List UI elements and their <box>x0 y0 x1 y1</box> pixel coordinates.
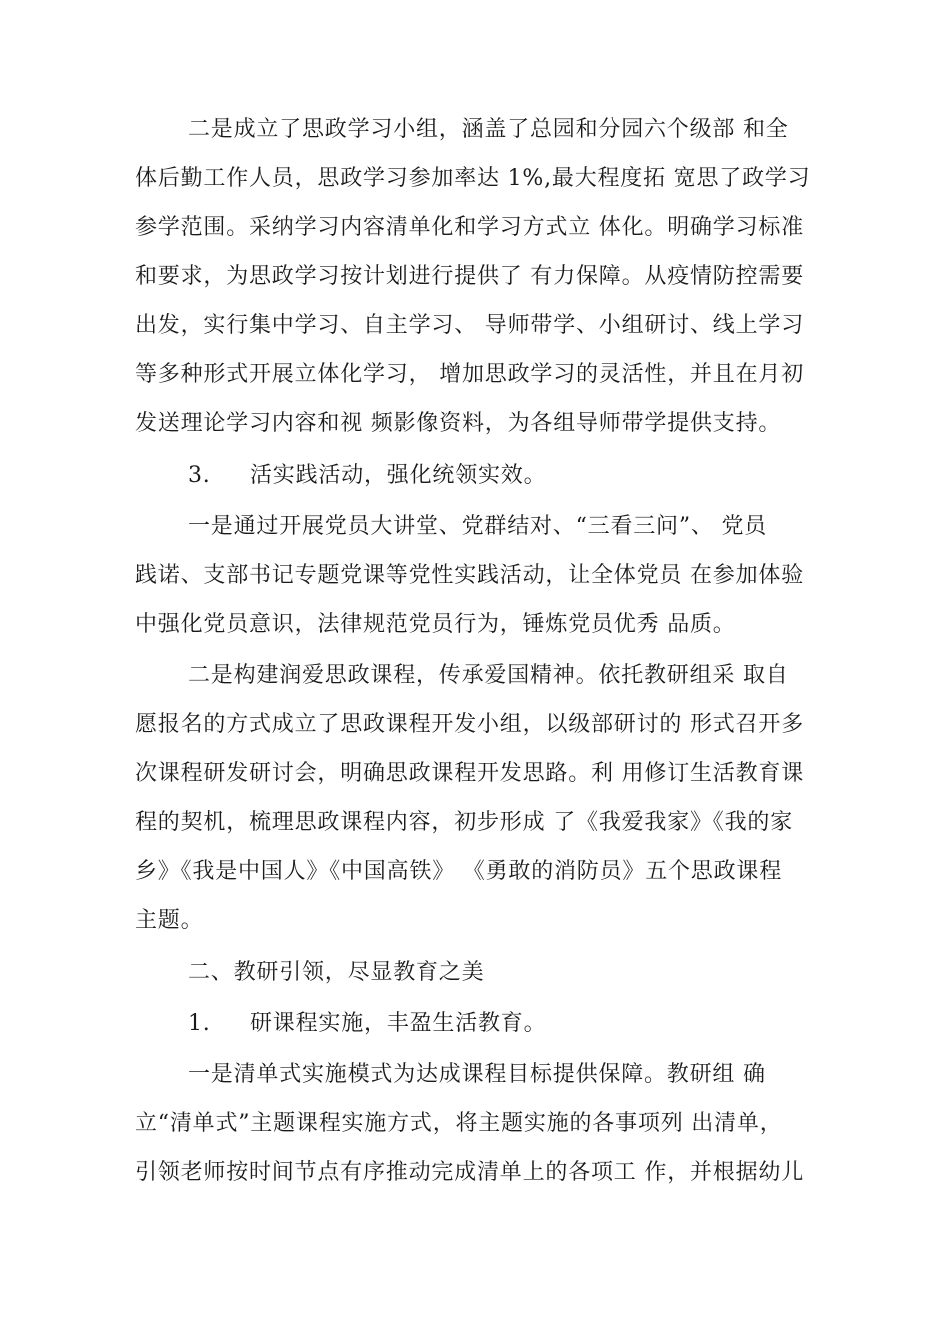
text-line: 一是清单式实施模式为达成课程目标提供保障。教研组 确 <box>188 1062 766 1087</box>
text-line: 和要求，为思政学习按计划进行提供了 有力保障。从疫情防控需要 <box>135 264 804 289</box>
text-line: 主题。 <box>135 908 204 933</box>
text-line: 践诺、支部书记专题党课等党性实践活动，让全体党员 在参加体验 <box>135 563 804 588</box>
text-line: 出发，实行集中学习、自主学习、 导师带学、小组研讨、线上学习 <box>135 313 804 338</box>
text-line: 乡》《我是中国人》《中国高铁》 《勇敢的消防员》五个思政课程 <box>135 859 782 884</box>
text-line: 二是成立了思政学习小组，涵盖了总园和分园六个级部 和全 <box>188 117 789 142</box>
text-line: 一是通过开展党员大讲堂、党群结对、“三看三问”、 党员 <box>188 514 768 539</box>
text-line: 愿报名的方式成立了思政课程开发小组，以级部研讨的 形式召开多 <box>135 712 804 737</box>
text-line: 参学范围。采纳学习内容清单化和学习方式立 体化。明确学习标准 <box>135 215 804 240</box>
text-line: 立“清单式”主题课程实施方式，将主题实施的各事项列 出清单， <box>135 1111 783 1136</box>
section-number: 1. <box>188 1011 211 1036</box>
text-line: 程的契机，梳理思政课程内容，初步形成 了《我爱我家》《我的家 <box>135 810 793 835</box>
text-line: 二是构建润爱思政课程，传承爱国精神。依托教研组采 取自 <box>188 663 789 688</box>
section-heading <box>188 1006 838 1042</box>
chapter-heading: 二、教研引领，尽显教育之美 <box>188 960 485 985</box>
text-line: 次课程研发研讨会，明确思政课程开发思路。利 用修订生活教育课 <box>135 761 804 786</box>
text-line: 中强化党员意识，法律规范党员行为，锤炼党员优秀 品质。 <box>135 612 736 637</box>
section-heading <box>188 458 838 494</box>
section-title: 研课程实施，丰盈生活教育。 <box>250 1011 547 1036</box>
text-line: 体后勤工作人员，思政学习参加率达 1%,最大程度拓 宽思了政学习 <box>135 166 811 191</box>
text-line: 发送理论学习内容和视 频影像资料，为各组导师带学提供支持。 <box>135 411 782 436</box>
text-line: 引领老师按时间节点有序推动完成清单上的各项工 作，并根据幼儿 <box>135 1160 804 1185</box>
section-number: 3. <box>188 463 211 488</box>
text-line: 等多种形式开展立体化学习， 增加思政学习的灵活性，并且在月初 <box>135 362 804 387</box>
section-title: 活实践活动，强化统领实效。 <box>250 463 547 488</box>
